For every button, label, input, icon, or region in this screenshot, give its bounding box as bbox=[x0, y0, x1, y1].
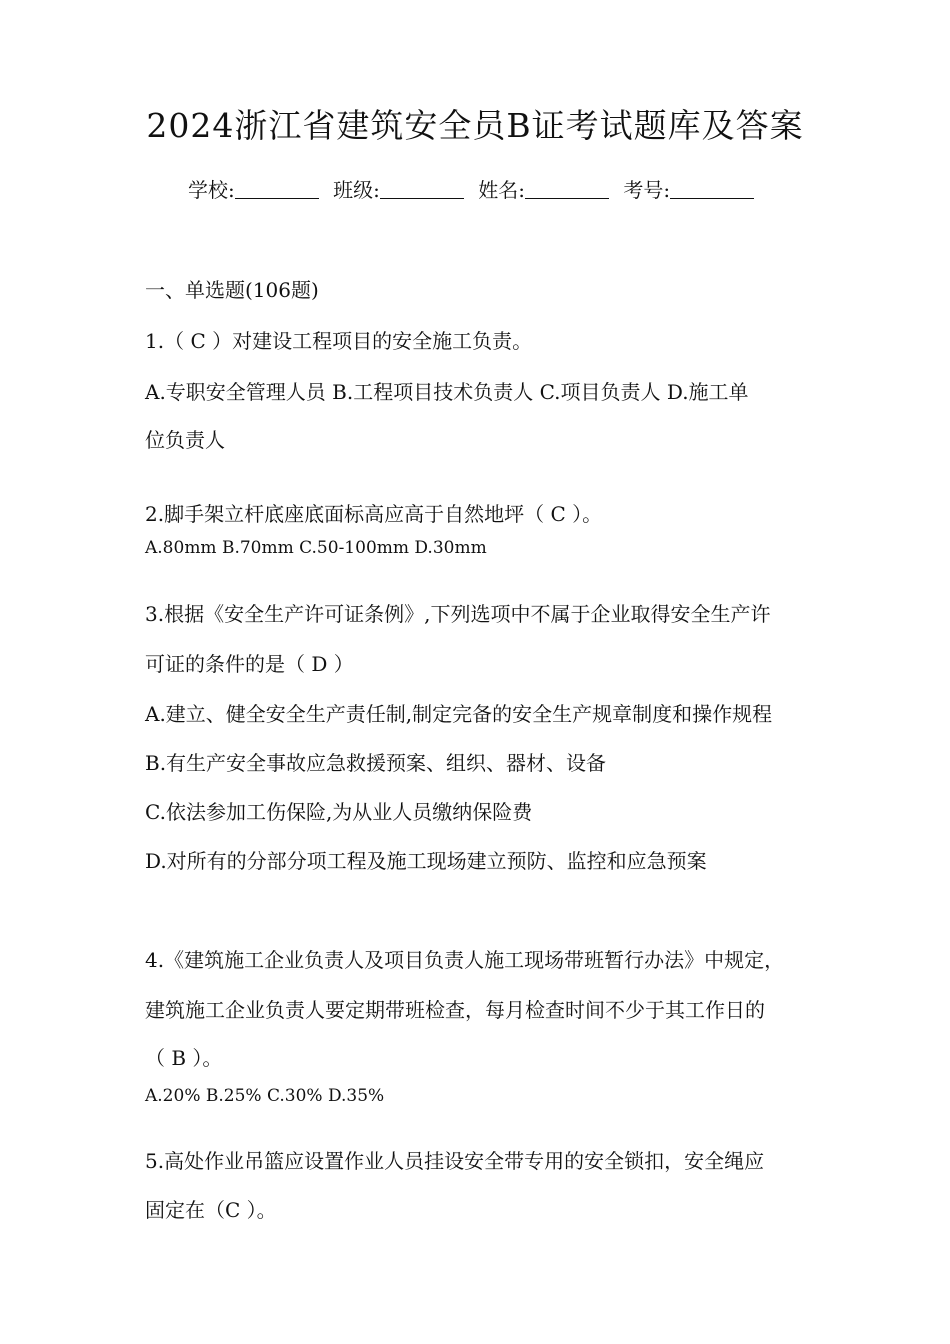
q2-options: A.80mm B.70mm C.50-100mm D.30mm bbox=[145, 538, 487, 558]
q3-option-a: A.建立、健全安全生产责任制,制定完备的安全生产规章制度和操作规程 bbox=[145, 702, 773, 726]
exam-number-label: 考号: bbox=[623, 178, 671, 202]
school-label: 学校: bbox=[188, 178, 235, 202]
class-blank bbox=[380, 180, 464, 199]
q3-stem: 3.根据《安全生产许可证条例》,下列选项中不属于企业取得安全生产许 bbox=[145, 602, 771, 626]
school-blank bbox=[235, 180, 319, 199]
class-label: 班级: bbox=[333, 178, 380, 202]
exam-number-blank bbox=[670, 180, 754, 199]
q5-stem-cont: 固定在（C ）。 bbox=[145, 1198, 277, 1222]
q5-stem: 5.高处作业吊篮应设置作业人员挂设安全带专用的安全锁扣，安全绳应 bbox=[145, 1149, 765, 1173]
q3-stem-cont: 可证的条件的是（ D ） bbox=[145, 652, 354, 676]
q3-option-c: C.依法参加工伤保险,为从业人员缴纳保险费 bbox=[145, 800, 533, 824]
q4-options: A.20% B.25% C.30% D.35% bbox=[145, 1086, 385, 1106]
name-blank bbox=[525, 180, 609, 199]
student-info-line bbox=[188, 174, 762, 203]
q4-stem-cont: 建筑施工企业负责人要定期带班检查，每月检查时间不少于其工作日的 bbox=[145, 998, 765, 1022]
q3-option-d: D.对所有的分部分项工程及施工现场建立预防、监控和应急预案 bbox=[145, 849, 707, 873]
q1-options-cont: 位负责人 bbox=[145, 428, 225, 452]
q1-stem: 1.（ C ）对建设工程项目的安全施工负责。 bbox=[145, 329, 533, 353]
document-title: 2024浙江省建筑安全员B证考试题库及答案 bbox=[146, 106, 804, 145]
q2-stem: 2.脚手架立杆底座底面标高应高于自然地坪（ C ）。 bbox=[145, 502, 603, 526]
section-heading: 一、单选题(106题) bbox=[145, 278, 319, 302]
name-label: 姓名: bbox=[478, 178, 525, 202]
q3-option-b: B.有生产安全事故应急救援预案、组织、器材、设备 bbox=[145, 751, 607, 775]
q4-stem-cont2: （ B ）。 bbox=[145, 1046, 223, 1070]
q4-stem: 4.《建筑施工企业负责人及项目负责人施工现场带班暂行办法》中规定， bbox=[145, 948, 785, 972]
q1-options: A.专职安全管理人员 B.工程项目技术负责人 C.项目负责人 D.施工单 bbox=[145, 380, 749, 404]
